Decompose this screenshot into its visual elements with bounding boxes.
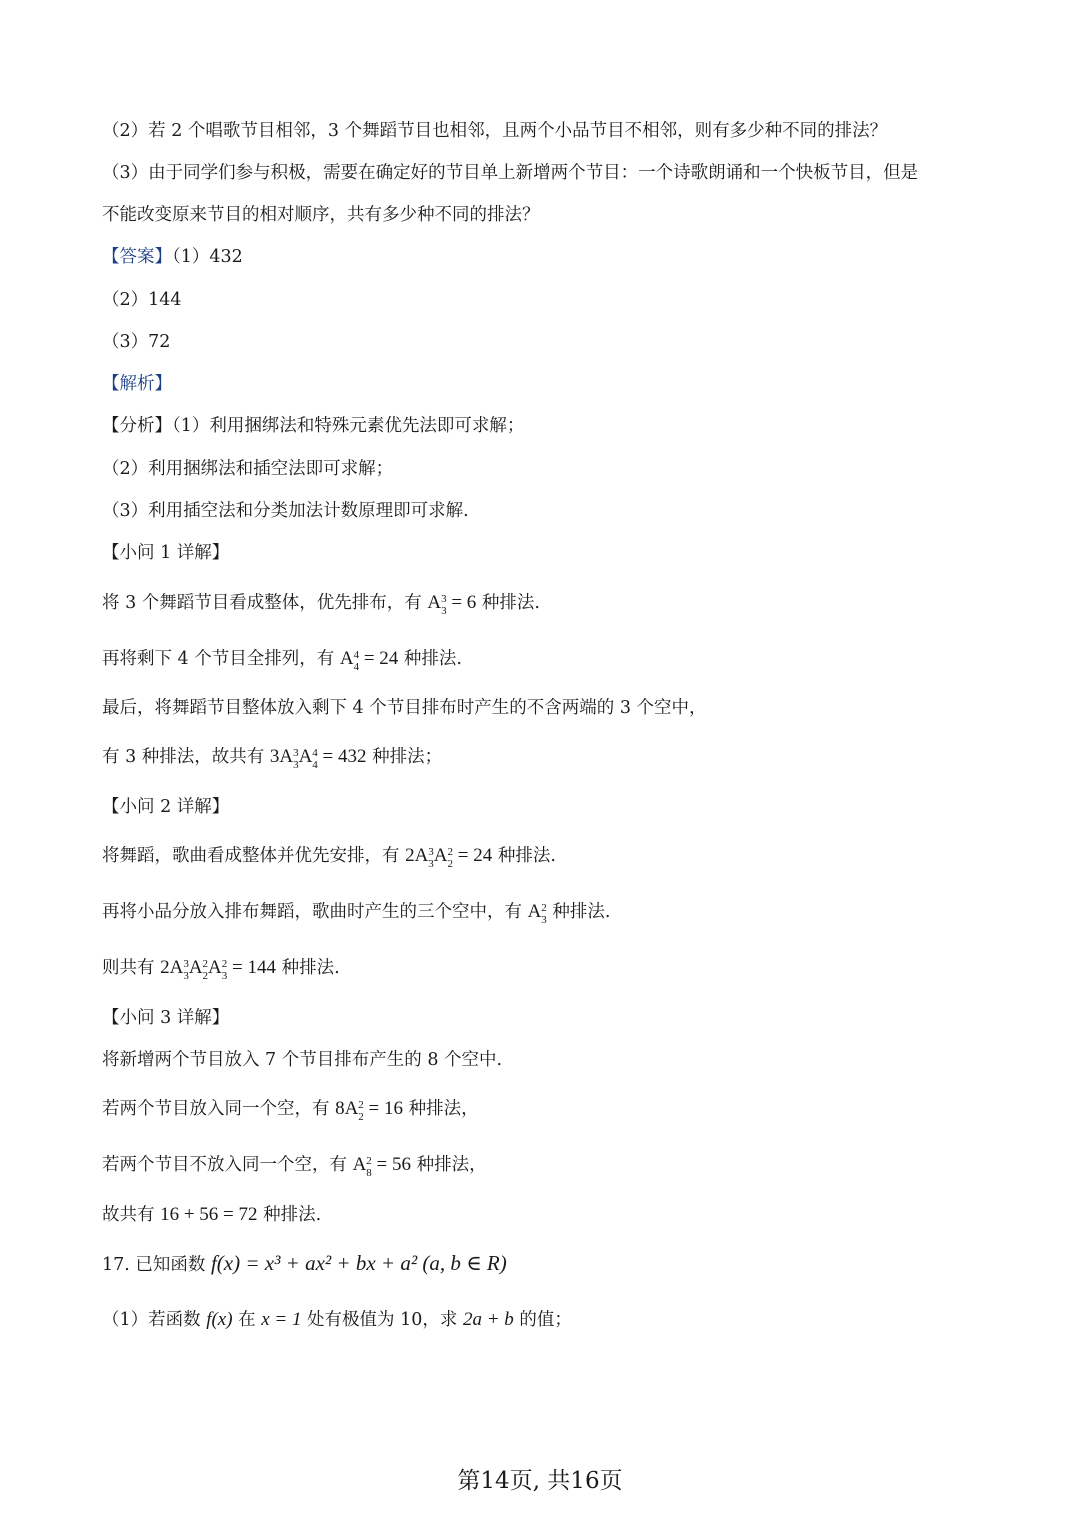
detail2-line1 — [102, 843, 1020, 870]
fenxi-1: （1）利用捆绑法和特殊元素优先法即可求解； — [172, 416, 525, 436]
math-expr — [269, 746, 367, 771]
sup: 3 — [441, 593, 447, 605]
math-expr — [527, 901, 547, 926]
text: 处有极值为 10，求 — [301, 1310, 463, 1330]
text: 种排法. — [276, 958, 340, 978]
text: 17. 已知函数 — [102, 1255, 211, 1275]
math-expr — [427, 592, 477, 617]
sub: 3 — [541, 914, 547, 926]
perm-index — [312, 748, 318, 771]
perm-index — [358, 1100, 364, 1123]
detail1-heading: 【小问 1 详解】 — [102, 543, 230, 563]
math-expr: 16 + 56 = 72 — [160, 1204, 258, 1225]
text: 种排法. — [398, 649, 462, 669]
perm-index — [428, 847, 434, 870]
perm-symbol: A — [298, 746, 313, 767]
detail2-heading: 【小问 2 详解】 — [102, 797, 230, 817]
math-expr: 2a + b — [462, 1309, 514, 1330]
sub: 3 — [441, 605, 447, 617]
sub: 3 — [293, 759, 299, 771]
math-expr — [405, 845, 493, 870]
perm-symbol: A — [344, 1098, 359, 1119]
sup: 2 — [202, 958, 209, 970]
math-rest: = 56 — [371, 1154, 412, 1175]
perm-index — [293, 748, 299, 771]
detail1-line3: 最后，将舞蹈节目整体放入剩下 4 个节目排布时产生的不含两端的 3 个空中， — [102, 698, 707, 718]
text: 再将剩下 4 个节目全排列，有 — [102, 649, 340, 669]
sup: 4 — [353, 649, 360, 661]
detail1-line2 — [102, 646, 1020, 673]
fenxi-3: （3）利用插空法和分类加法计数原理即可求解. — [102, 501, 469, 521]
sup: 2 — [541, 902, 547, 914]
sup: 4 — [312, 747, 318, 759]
math-expr: x = 1 — [261, 1309, 302, 1330]
perm-index — [541, 903, 547, 926]
text: 种排法. — [492, 846, 556, 866]
text: 的值； — [513, 1310, 572, 1330]
q16-part2: （2）若 2 个唱歌节目相邻，3 个舞蹈节目也相邻，且两个小品节目不相邻，则有多少种不同的排法？ — [102, 121, 888, 141]
perm-symbol: A — [433, 845, 448, 866]
sub: 4 — [312, 759, 318, 771]
math-expr — [339, 648, 399, 673]
perm-index — [448, 847, 454, 870]
perm-symbol: A — [427, 592, 442, 613]
detail3-line4 — [102, 1202, 1020, 1228]
sub: 3 — [221, 970, 228, 982]
text: 在 — [232, 1310, 262, 1330]
text: 则共有 — [102, 958, 161, 978]
q16-part3-line1: （3）由于同学们参与积极，需要在确定好的节目单上新增两个节目：一个诗歌朗诵和一个快板节目，但是 — [102, 163, 919, 183]
math-expr — [160, 957, 276, 982]
detail1-line4 — [102, 744, 1020, 771]
text: （1）若函数 — [102, 1310, 207, 1330]
answer-1: （1）432 — [172, 247, 243, 267]
text: 若两个节目不放入同一个空，有 — [102, 1155, 353, 1175]
sub: 8 — [366, 1167, 372, 1179]
math-expr: f(x) — [206, 1309, 233, 1330]
q17-part1 — [102, 1307, 1020, 1333]
text: 种排法. — [546, 902, 611, 922]
perm-symbol: A — [339, 648, 354, 669]
perm-symbol: A — [208, 957, 222, 978]
function-definition: f(x) = x³ + ax² + bx + a² (a, b ∈ R) — [210, 1251, 507, 1275]
perm-symbol: A — [527, 901, 542, 922]
text: 种排法， — [403, 1099, 479, 1119]
coef: 2 — [160, 957, 170, 978]
perm-symbol: A — [279, 746, 294, 767]
detail3-line1: 将新增两个节目放入 7 个节目排布产生的 8 个空中. — [102, 1050, 503, 1070]
fenxi-tag: 【分析】 — [102, 416, 172, 436]
math-expr — [335, 1098, 404, 1123]
detail3-line2 — [102, 1096, 1020, 1123]
sub: 3 — [428, 858, 434, 870]
text: 再将小品分放入排布舞蹈，歌曲时产生的三个空中，有 — [102, 902, 528, 922]
perm-index — [441, 594, 447, 617]
text: 种排法. — [476, 593, 540, 613]
sup: 3 — [293, 747, 299, 759]
sub: 2 — [358, 1111, 364, 1123]
answer-2: （2）144 — [102, 290, 182, 310]
text: 种排法， — [411, 1155, 487, 1175]
sub: 4 — [353, 661, 360, 673]
math-rest: = 24 — [453, 845, 493, 866]
perm-index — [222, 959, 228, 982]
sup: 3 — [183, 958, 189, 970]
answer-3: （3）72 — [102, 332, 171, 352]
text: 故共有 — [102, 1205, 161, 1225]
math-rest: = 432 — [317, 746, 367, 767]
analysis-tag: 【解析】 — [102, 374, 172, 394]
coef: 2 — [405, 845, 415, 866]
coef: 8 — [335, 1098, 345, 1119]
analysis-line-1 — [102, 413, 1020, 439]
perm-symbol: A — [188, 957, 203, 978]
sup: 2 — [221, 958, 228, 970]
sup: 2 — [447, 846, 454, 858]
detail3-heading: 【小问 3 详解】 — [102, 1008, 230, 1028]
text: 种排法； — [366, 747, 443, 767]
q17-stem — [102, 1250, 1020, 1278]
perm-index — [183, 959, 189, 982]
answer-line-1 — [102, 244, 1020, 270]
detail2-line3 — [102, 955, 1020, 982]
sup: 2 — [366, 1155, 372, 1167]
sub: 3 — [183, 970, 189, 982]
perm-index — [354, 650, 360, 673]
math-rest: = 24 — [359, 648, 399, 669]
math-rest: = 144 — [227, 957, 276, 978]
sub: 2 — [202, 970, 209, 982]
q16-part3-line2: 不能改变原来节目的相对顺序，共有多少种不同的排法？ — [102, 205, 540, 225]
text: 将舞蹈，歌曲看成整体并优先安排，有 — [102, 846, 406, 866]
math-rest: = 16 — [363, 1098, 404, 1119]
perm-index — [203, 959, 209, 982]
text: 有 3 种排法，故共有 — [102, 747, 270, 767]
detail1-line1 — [102, 590, 1020, 617]
perm-symbol: A — [352, 1154, 367, 1175]
sup: 3 — [428, 846, 434, 858]
sub: 2 — [447, 858, 454, 870]
math-expr — [352, 1154, 412, 1179]
answer-tag: 【答案】 — [102, 247, 172, 267]
coef: 3 — [269, 746, 280, 767]
perm-symbol: A — [414, 845, 429, 866]
perm-symbol: A — [169, 957, 184, 978]
detail3-line3 — [102, 1152, 1020, 1179]
math-rest: = 6 — [446, 592, 477, 613]
text: 种排法. — [257, 1205, 322, 1225]
page-footer: 第14页, 共16页 — [457, 1468, 623, 1494]
fenxi-2: （2）利用捆绑法和插空法即可求解； — [102, 459, 394, 479]
sup: 2 — [358, 1099, 364, 1111]
text: 若两个节目放入同一个空，有 — [102, 1099, 336, 1119]
perm-index — [366, 1156, 372, 1179]
text: 将 3 个舞蹈节目看成整体，优先排布，有 — [102, 593, 428, 613]
detail2-line2 — [102, 899, 1020, 926]
